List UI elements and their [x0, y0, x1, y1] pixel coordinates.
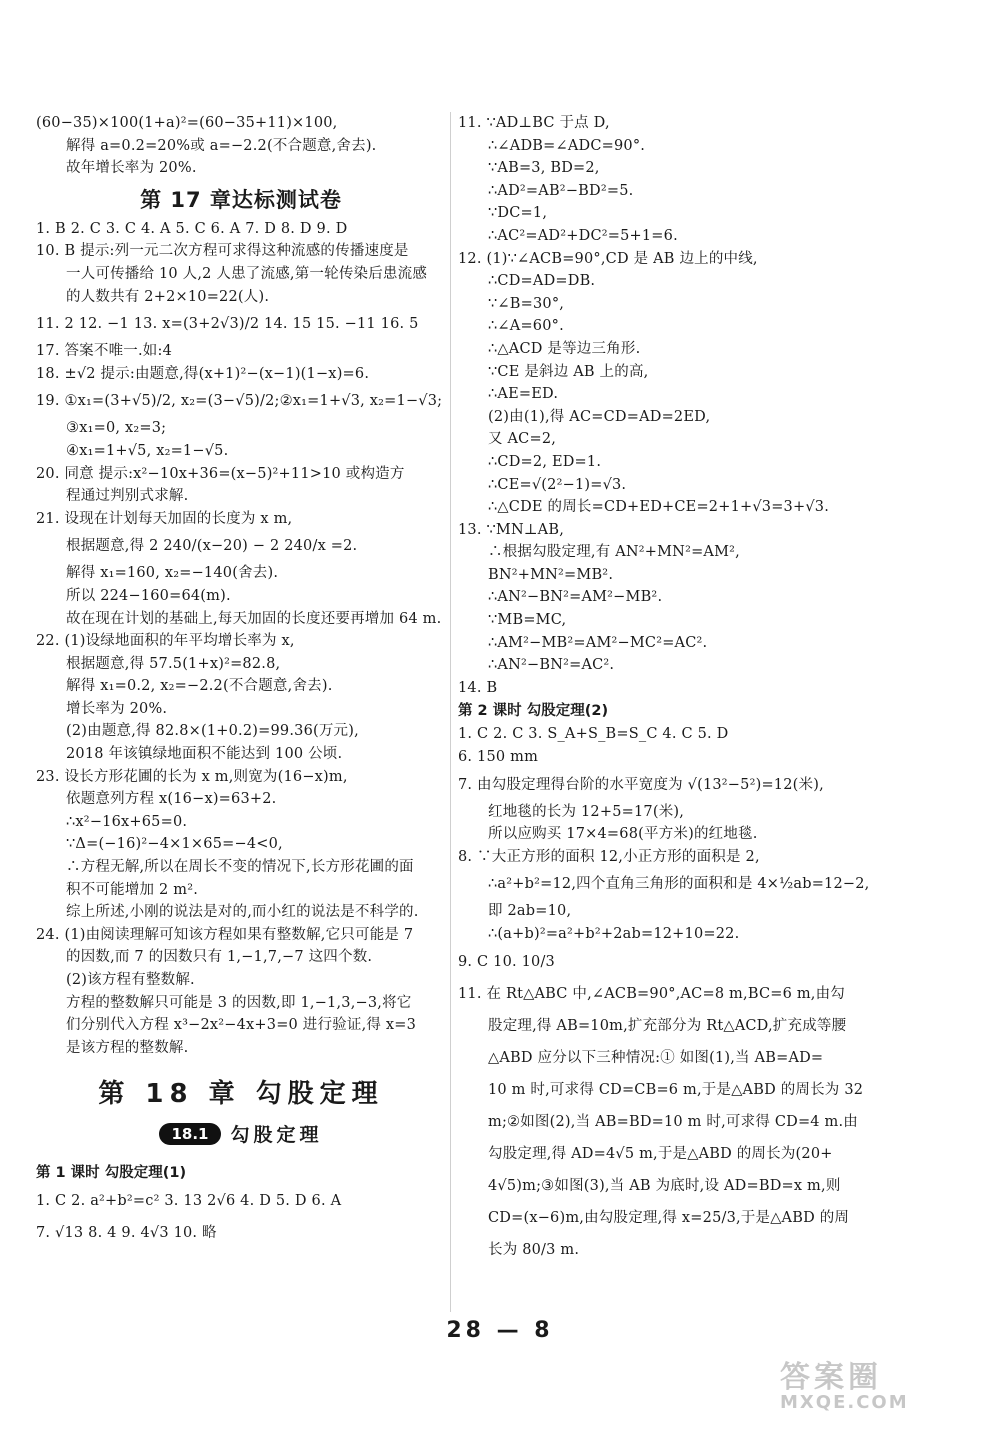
text-line: 18. ±√2 提示:由题意,得(x+1)²−(x−1)(1−x)=6. — [36, 365, 370, 382]
text-line: 解得 x₁=160, x₂=−140(舍去). — [66, 565, 279, 582]
text-line: ∴AN²−BN²=AC². — [488, 657, 615, 674]
text-line: △ABD 应分以下三种情况:① 如图(1),当 AB=AD= — [488, 1049, 824, 1066]
text-line: 1. B 2. C 3. C 4. A 5. C 6. A 7. D 8. D 9. D — [36, 220, 348, 237]
chapter17-title: 第 17 章达标测试卷 — [140, 187, 342, 212]
text-line: ∴CD=AD=DB. — [488, 273, 596, 290]
text-line: 依题意列方程 x(16−x)=63+2. — [66, 791, 277, 808]
section-heading — [36, 1120, 446, 1147]
text-line: (2)由题意,得 82.8×(1+0.2)=99.36(万元), — [66, 723, 359, 740]
text-line: 的因数,而 7 的因数只有 1,−1,7,−7 这四个数. — [66, 949, 373, 966]
text-line: 20. 同意 提示:x²−10x+36=(x−5)²+11>10 或构造方 — [36, 465, 405, 482]
text-line: 23. 设长方形花圃的长为 x m,则宽为(16−x)m, — [36, 768, 348, 785]
text-line: ∵AB=3, BD=2, — [488, 160, 600, 177]
text-line: 4√5)m;③如图(3),当 AB 为底时,设 AD=BD=x m,则 — [488, 1177, 841, 1194]
text-line: 积不可能增加 2 m². — [66, 881, 199, 898]
text-line: 11. 在 Rt△ABC 中,∠ACB=90°,AC=8 m,BC=6 m,由勾 — [458, 985, 845, 1002]
watermark-logo-text: 答案圈 — [780, 1360, 882, 1395]
text-line: 19. ①x₁=(3+√5)/2, x₂=(3−√5)/2;②x₁=1+√3, x₂=1−√3; — [36, 393, 443, 410]
text-line: 7. √13 8. 4 9. 4√3 10. 略 — [36, 1225, 217, 1242]
text-line: (60−35)×100(1+a)²=(60−35+11)×100, — [36, 115, 338, 131]
text-line: BN²+MN²=MB². — [488, 566, 614, 583]
text-line: CD=(x−6)m,由勾股定理,得 x=25/3,于是△ABD 的周 — [488, 1209, 850, 1226]
text-line: 10. B 提示:列一元二次方程可求得这种流感的传播速度是 — [36, 243, 409, 260]
text-line: 13. ∵MN⊥AB, — [458, 521, 565, 538]
text-line: ③x₁=0, x₂=3; — [66, 420, 167, 437]
text-line: ∴(a+b)²=a²+b²+2ab=12+10=22. — [488, 926, 740, 942]
text-line: 股定理,得 AB=10m,扩充部分为 Rt△ACD,扩充成等腰 — [488, 1017, 847, 1034]
text-line: 故在现在计划的基础上,每天加固的长度还要再增加 64 m. — [66, 610, 442, 627]
text-line: 1. C 2. a²+b²=c² 3. 13 2√6 4. D 5. D 6. A — [36, 1193, 342, 1210]
text-line: 6. 150 mm — [458, 749, 539, 766]
text-line: 根据题意,得 57.5(1+x)²=82.8, — [66, 655, 281, 672]
text-line: ∴AD²=AB²−BD²=5. — [488, 182, 634, 199]
text-line: ∵MB=MC, — [488, 612, 567, 629]
text-line: ∴AE=ED. — [488, 386, 559, 403]
right-column — [458, 112, 878, 1266]
text-line: 红地毯的长为 12+5=17(米), — [488, 803, 685, 820]
text-line: 1. C 2. C 3. S_A+S_B=S_C 4. C 5. D — [458, 726, 729, 743]
text-line: ∴△CDE 的周长=CD+ED+CE=2+1+√3=3+√3. — [488, 499, 830, 516]
text-line: ∴CD=2, ED=1. — [488, 453, 602, 470]
text-line: ∴AN²−BN²=AM²−MB². — [488, 589, 663, 606]
text-line: ∴AM²−MB²=AM²−MC²=AC². — [488, 634, 708, 651]
text-line: 程通过判别式求解. — [66, 488, 189, 505]
text-line: ∵∠B=30°, — [488, 295, 565, 312]
text-line: 10 m 时,可求得 CD=CB=6 m,于是△ABD 的周长为 32 — [488, 1081, 864, 1098]
left-column — [36, 112, 446, 1249]
text-line: 解得 x₁=0.2, x₂=−2.2(不合题意,舍去). — [66, 678, 333, 695]
text-line: 又 AC=2, — [488, 431, 557, 448]
text-line: 勾股定理,得 AD=4√5 m,于是△ABD 的周长为(20+ — [488, 1145, 833, 1162]
lesson1-title: 第 1 课时 勾股定理(1) — [36, 1165, 187, 1182]
text-line: ∵CE 是斜边 AB 上的高, — [488, 363, 649, 380]
text-line: 综上所述,小刚的说法是对的,而小红的说法是不科学的. — [66, 904, 419, 921]
text-line: ④x₁=1+√5, x₂=1−√5. — [66, 442, 229, 459]
text-line: ∴a²+b²=12,四个直角三角形的面积和是 4×½ab=12−2, — [488, 876, 870, 893]
site-watermark-logo — [780, 1352, 970, 1418]
text-line: 一人可传播给 10 人,2 人患了流感,第一轮传染后患流感 — [66, 265, 428, 282]
text-line: 2018 年该镇绿地面积不能达到 100 公顷. — [66, 746, 343, 763]
text-line: 21. 设现在计划每天加固的长度为 x m, — [36, 510, 293, 527]
watermark-url-text: MXQE.COM — [780, 1392, 909, 1413]
text-line: 增长率为 20%. — [66, 700, 168, 717]
text-line: 解得 a=0.2=20%或 a=−2.2(不合题意,舍去). — [66, 137, 377, 154]
text-line: 是该方程的整数解. — [66, 1039, 189, 1056]
section-number-badge: 18.1 — [159, 1123, 220, 1145]
text-line: 7. 由勾股定理得台阶的水平宽度为 √(13²−5²)=12(米), — [458, 776, 824, 793]
text-line: ∴x²−16x+65=0. — [66, 813, 188, 830]
column-divider — [450, 112, 451, 1312]
text-line: ∴方程无解,所以在周长不变的情况下,长方形花圃的面 — [66, 859, 414, 876]
text-line: 即 2ab=10, — [488, 903, 572, 920]
section-title: 勾股定理 — [230, 1124, 323, 1147]
text-line: 们分别代入方程 x³−2x²−4x+3=0 进行验证,得 x=3 — [66, 1017, 417, 1034]
text-line: 11. ∵AD⊥BC 于点 D, — [458, 115, 610, 131]
text-line: 的人数共有 2+2×10=22(人). — [66, 288, 270, 305]
text-line: ∴∠ADB=∠ADC=90°. — [488, 137, 646, 154]
text-line: 所以应购买 17×4=68(平方米)的红地毯. — [488, 826, 758, 843]
text-line: (2)由(1),得 AC=CD=AD=2ED, — [488, 408, 711, 425]
text-line: 11. 2 12. −1 13. x=(3+2√3)/2 14. 15 15. −11 16. 5 — [36, 316, 419, 333]
text-line: ∵DC=1, — [488, 205, 548, 222]
text-line: 17. 答案不唯一.如:4 — [36, 343, 172, 360]
text-line: ∵Δ=(−16)²−4×1×65=−4<0, — [66, 836, 283, 853]
text-line: 8. ∵大正方形的面积 12,小正方形的面积是 2, — [458, 848, 760, 865]
text-line: 9. C 10. 10/3 — [458, 953, 555, 970]
text-line: 长为 80/3 m. — [488, 1241, 580, 1258]
text-line: 方程的整数解只可能是 3 的因数,即 1,−1,3,−3,将它 — [66, 994, 412, 1011]
text-line: ∴根据勾股定理,有 AN²+MN²=AM², — [488, 544, 740, 561]
text-line: 根据题意,得 2 240/(x−20) − 2 240/x =2. — [66, 538, 358, 555]
text-line: m;②如图(2),当 AB=BD=10 m 时,可求得 CD=4 m.由 — [488, 1113, 858, 1130]
text-line: 14. B — [458, 679, 498, 696]
text-line: 所以 224−160=64(m). — [66, 587, 231, 604]
chapter18-title: 第 18 章 勾股定理 — [98, 1079, 384, 1110]
text-line: ∴CE=√(2²−1)=√3. — [488, 476, 627, 493]
text-line: (2)该方程有整数解. — [66, 972, 195, 988]
text-line: 故年增长率为 20%. — [66, 160, 197, 177]
text-line: ∴△ACD 是等边三角形. — [488, 340, 641, 357]
text-line: ∴∠A=60°. — [488, 318, 564, 335]
text-line: ∴AC²=AD²+DC²=5+1=6. — [488, 227, 678, 244]
lesson2-title: 第 2 课时 勾股定理(2) — [458, 703, 609, 720]
text-line: 22. (1)设绿地面积的年平均增长率为 x, — [36, 633, 295, 650]
text-line: 24. (1)由阅读理解可知该方程如果有整数解,它只可能是 7 — [36, 926, 414, 943]
text-line: 12. (1)∵∠ACB=90°,CD 是 AB 边上的中线, — [458, 250, 758, 267]
page-number: 28 — 8 — [446, 1318, 554, 1343]
